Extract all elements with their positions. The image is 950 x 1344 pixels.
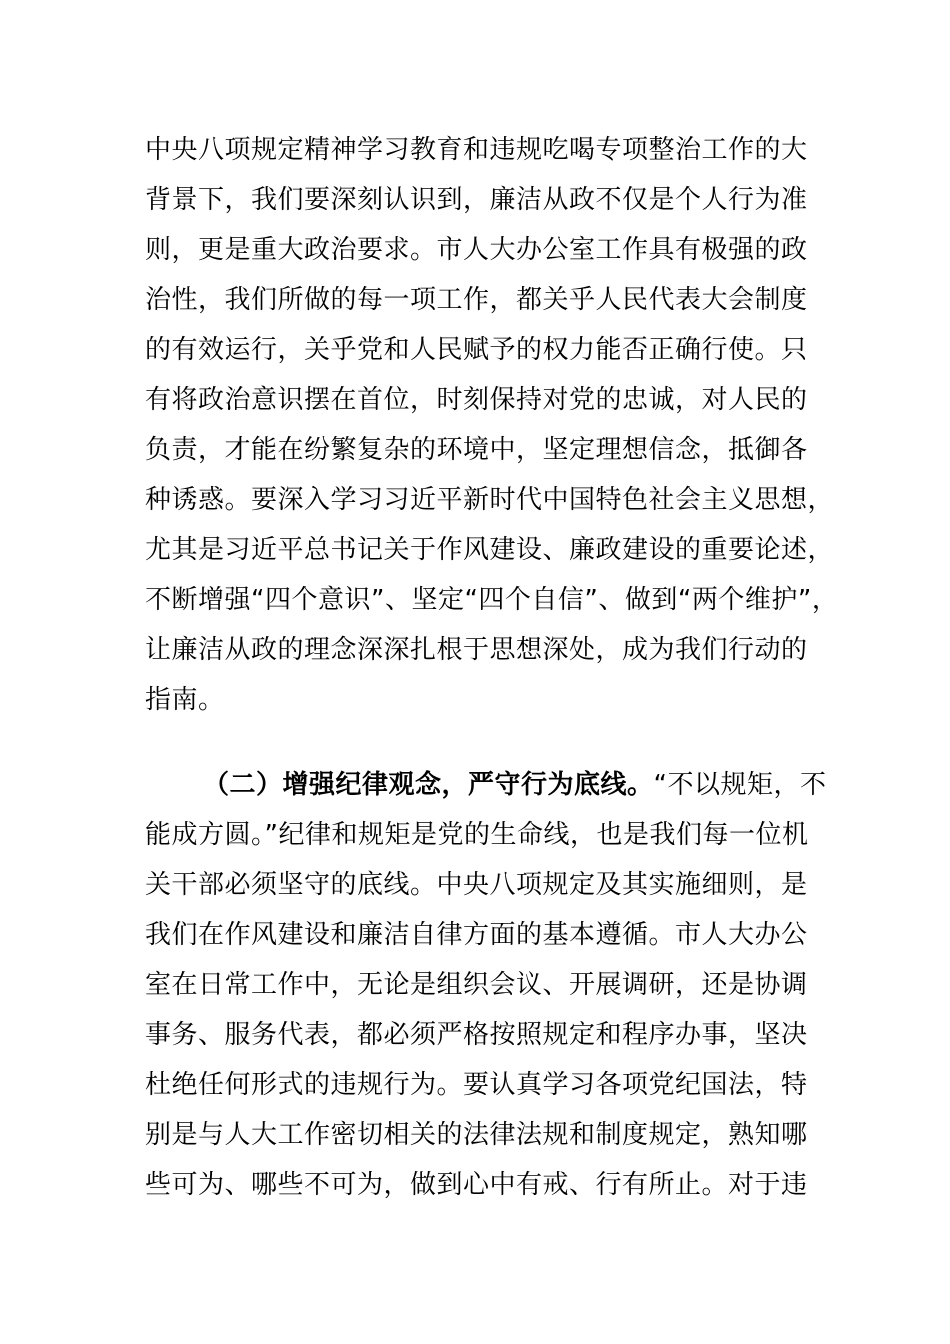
paragraph-line: 的有效运行，关乎党和人民赋予的权力能否正确行使。只 xyxy=(145,335,808,365)
paragraph-line: 事务、服务代表，都必须严格按照规定和程序办事，坚决 xyxy=(145,1020,808,1050)
paragraph-line: 不断增强“四个意识”、坚定“四个自信”、做到“两个维护”， xyxy=(145,585,839,615)
paragraph-line: 中央八项规定精神学习教育和违规吃喝专项整治工作的大 xyxy=(145,135,808,165)
paragraph-line: 指南。 xyxy=(145,685,225,715)
section-heading-line xyxy=(203,765,825,805)
paragraph-line: 些可为、哪些不可为，做到心中有戒、行有所止。对于违 xyxy=(145,1170,808,1200)
paragraph-line: 让廉洁从政的理念深深扎根于思想深处，成为我们行动的 xyxy=(145,635,808,665)
paragraph-line: 治性，我们所做的每一项工作，都关乎人民代表大会制度 xyxy=(145,285,808,315)
paragraph-line: 别是与人大工作密切相关的法律法规和制度规定，熟知哪 xyxy=(145,1120,808,1150)
paragraph-line: 背景下，我们要深刻认识到，廉洁从政不仅是个人行为准 xyxy=(145,185,808,215)
paragraph-line: 关干部必须坚守的底线。中央八项规定及其实施细则，是 xyxy=(145,870,808,900)
paragraph-line: 负责，才能在纷繁复杂的环境中，坚定理想信念，抵御各 xyxy=(145,435,808,465)
paragraph-line: 则，更是重大政治要求。市人大办公室工作具有极强的政 xyxy=(145,235,808,265)
paragraph-line: 能成方圆。”纪律和规矩是党的生命线，也是我们每一位机 xyxy=(145,820,809,850)
paragraph-line: 有将政治意识摆在首位，时刻保持对党的忠诚，对人民的 xyxy=(145,385,808,415)
heading-line-text: “不以规矩，不 xyxy=(653,770,827,800)
paragraph-line: 种诱惑。要深入学习习近平新时代中国特色社会主义思想， xyxy=(145,485,835,515)
paragraph-line: 我们在作风建设和廉洁自律方面的基本遵循。市人大办公 xyxy=(145,920,808,950)
paragraph-line: 尤其是习近平总书记关于作风建设、廉政建设的重要论述， xyxy=(145,535,835,565)
paragraph-line: 室在日常工作中，无论是组织会议、开展调研，还是协调 xyxy=(145,970,808,1000)
section-heading: （二）增强纪律观念，严守行为底线。 xyxy=(203,770,654,800)
paragraph-line: 杜绝任何形式的违规行为。要认真学习各项党纪国法，特 xyxy=(145,1070,808,1100)
